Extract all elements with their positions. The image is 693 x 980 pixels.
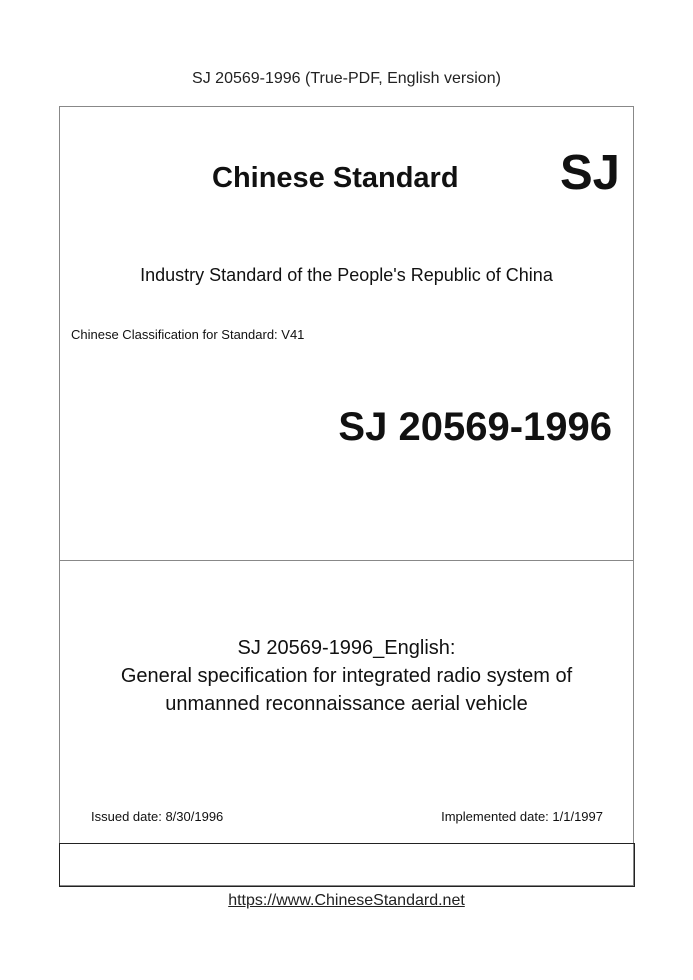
website-link[interactable]: https://www.ChineseStandard.net: [228, 892, 465, 909]
section-divider: [60, 560, 633, 561]
implemented-date: Implemented date: 1/1/1997: [441, 809, 603, 824]
document-subtitle: [0, 634, 693, 718]
subtitle-line-2: General specification for integrated radio system of: [120, 665, 573, 687]
document-header-title: SJ 20569-1996 (True-PDF, English version): [192, 70, 501, 87]
bottom-empty-box: [59, 843, 635, 887]
cover-title: Chinese Standard: [212, 162, 459, 194]
subtitle-line-1: SJ 20569-1996_English:: [237, 637, 456, 659]
sj-logo: SJ: [560, 146, 620, 200]
classification-label: Chinese Classification for Standard: V41: [71, 327, 305, 342]
issued-date: Issued date: 8/30/1996: [91, 809, 224, 824]
subtitle-line-3: unmanned reconnaissance aerial vehicle: [165, 693, 528, 715]
industry-standard-label: Industry Standard of the People's Republic of China: [140, 265, 553, 285]
cover-frame: [59, 106, 634, 886]
standard-code: SJ 20569-1996: [338, 405, 612, 449]
